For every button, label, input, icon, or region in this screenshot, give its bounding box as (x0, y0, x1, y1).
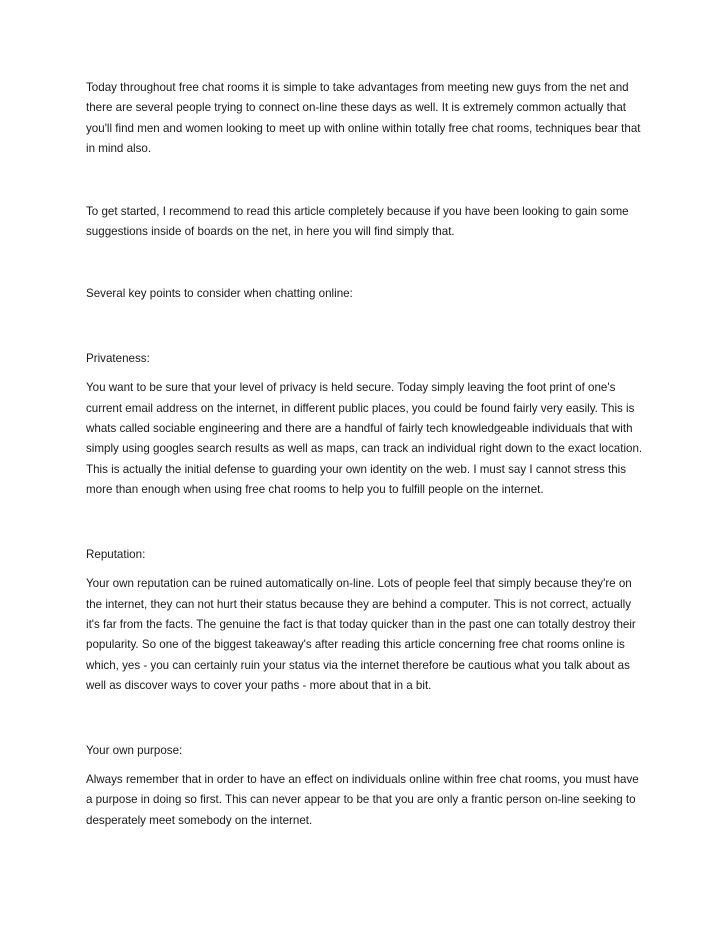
paragraph-intro: Today throughout free chat rooms it is simple to take advantages from meeting new guys from the net and there are several people trying to connect on-line these days as well. It is extremely common actually that you'll find men and women looking to meet up with online within totally free chat rooms, techniques bear that in mind also. (86, 81, 641, 156)
spacer (86, 697, 646, 741)
paragraph-get-started: To get started, I recommend to read this article completely because if you have been looking to gain some suggestions inside of boards on the net, in here you will find simply that. (86, 204, 629, 239)
heading-privateness: Privateness: (86, 351, 150, 365)
spacer (86, 501, 646, 545)
paragraph-reputation: Your own reputation can be ruined automatically on-line. Lots of people feel that simply because they're on the internet, they can not hurt their status because they are behind a computer. This is not correct, actually it's far from the facts. The genuine the fact is that today quicker than in the past one can totally destroy their popularity. So one of the biggest takeaway's after reading this article concerning free chat rooms online is which, yes - you can certainly ruin your status via the internet therefore be cautious what you talk about as well as discover ways to cover your paths - more about that in a bit. (86, 577, 636, 693)
paragraph-purpose: Always remember that in order to have an effect on individuals online within free chat rooms, you must have a purpose in doing so first. This can never appear to be that you are only a frantic person on-line seeking to desperately meet somebody on the internet. (86, 772, 639, 827)
heading-reputation: Reputation: (86, 547, 146, 561)
spacer (86, 565, 646, 574)
spacer (86, 305, 646, 349)
spacer (86, 369, 646, 378)
paragraph-privateness: You want to be sure that your level of privacy is held secure. Today simply leaving the foot print of one's current email address on the internet, in different public places, you could be found fairly very easily. This is whats called sociable engineering and there are a handful of fairly tech knowledgeable individuals that with simply using googles search results as well as maps, can track an individual right down to the exact location. This is actually the initial defense to guarding your own identity on the web. I must say I cannot stress this more than enough when using free chat rooms to help you to fulfill people on the internet. (86, 381, 643, 497)
paragraph-key-points: Several key points to consider when chatting online: (86, 287, 353, 301)
document-body (86, 78, 646, 831)
spacer (86, 160, 646, 202)
heading-purpose: Your own purpose: (86, 743, 183, 757)
spacer (86, 761, 646, 770)
spacer (86, 242, 646, 284)
